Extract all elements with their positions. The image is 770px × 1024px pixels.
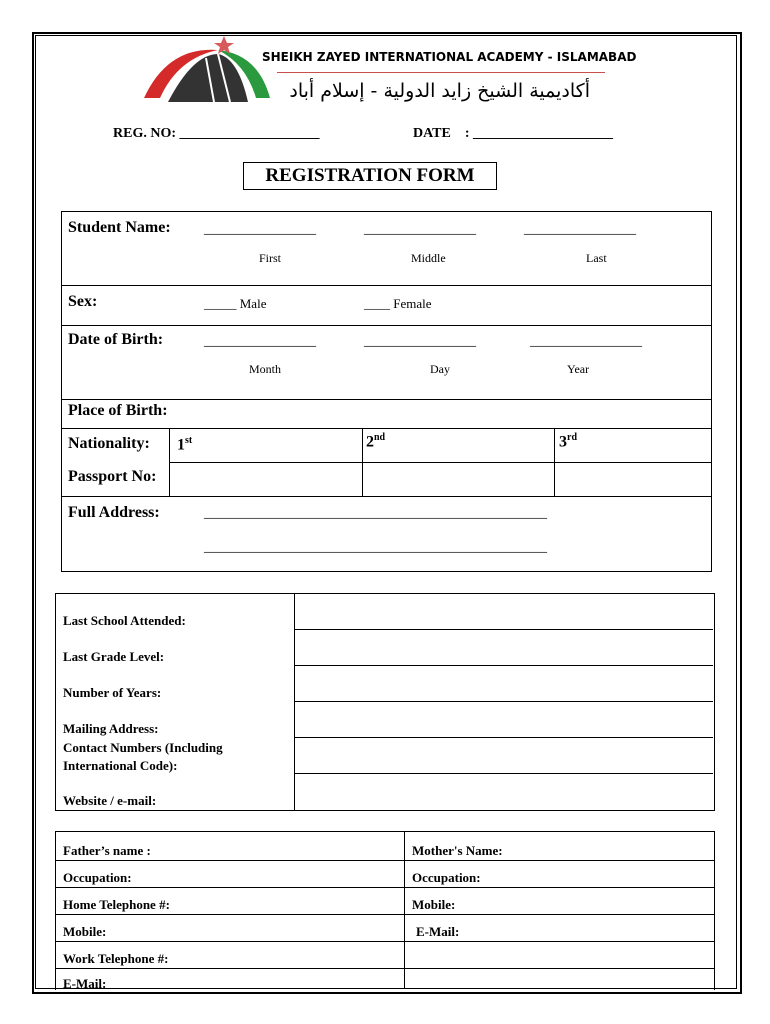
contact-numbers-label-2: International Code): <box>63 758 178 773</box>
work-telephone-label: Work Telephone #: <box>63 951 169 966</box>
mailing-address-label: Mailing Address: <box>63 721 159 736</box>
divider <box>55 941 714 942</box>
divider <box>169 428 170 496</box>
mother-email-label: E-Mail: <box>416 924 460 939</box>
divider <box>55 860 714 861</box>
school-logo <box>138 36 274 106</box>
father-occupation-label: Occupation: <box>63 870 132 885</box>
day-caption: Day <box>430 362 450 376</box>
contact-numbers-label: Contact Numbers (Including <box>63 740 223 755</box>
mother-name-label: Mother's Name: <box>412 843 503 858</box>
divider <box>294 773 713 774</box>
first-caption: First <box>259 251 282 265</box>
dob-label: Date of Birth: <box>68 331 164 348</box>
nationality-1[interactable]: 1st <box>177 435 193 454</box>
dob-day-input[interactable]: ________________ <box>364 334 476 349</box>
divider <box>55 887 714 888</box>
divider <box>55 914 714 915</box>
divider <box>61 428 711 429</box>
last-school-label: Last School Attended: <box>63 613 186 628</box>
nationality-2[interactable]: 2nd <box>366 432 386 451</box>
male-option[interactable]: _____ Male <box>204 296 267 311</box>
middle-caption: Middle <box>411 251 446 265</box>
mother-mobile-label: Mobile: <box>412 897 456 912</box>
school-name-arabic: أكاديمية الشيخ زايد الدولية - إسلام أباد <box>289 80 590 102</box>
header-divider <box>277 72 605 73</box>
divider <box>404 831 405 989</box>
divider <box>294 701 713 702</box>
place-of-birth-label: Place of Birth: <box>68 402 168 419</box>
father-name-label: Father’s name : <box>63 843 151 858</box>
divider <box>61 399 711 400</box>
father-mobile-label: Mobile: <box>63 924 107 939</box>
nationality-label: Nationality: <box>68 435 150 452</box>
address-line-1[interactable]: _________________________________________________ <box>204 506 547 521</box>
date-field[interactable]: DATE : ____________________ <box>413 126 614 141</box>
last-name-input[interactable]: ________________ <box>524 222 636 237</box>
dob-month-input[interactable]: ________________ <box>204 334 316 349</box>
divider <box>169 462 711 463</box>
divider <box>55 968 714 969</box>
month-caption: Month <box>249 362 282 376</box>
mother-occupation-label: Occupation: <box>412 870 481 885</box>
divider <box>294 665 713 666</box>
form-title: REGISTRATION FORM <box>243 162 497 190</box>
dob-year-input[interactable]: ________________ <box>530 334 642 349</box>
address-line-2[interactable]: _________________________________________________ <box>204 540 547 555</box>
first-name-input[interactable]: ________________ <box>204 222 316 237</box>
female-option[interactable]: ____ Female <box>364 296 432 311</box>
reg-no-field[interactable]: REG. NO: ____________________ <box>113 126 320 141</box>
divider <box>61 496 711 497</box>
last-caption: Last <box>586 251 607 265</box>
divider <box>61 285 711 286</box>
home-telephone-label: Home Telephone #: <box>63 897 170 912</box>
divider <box>61 325 711 326</box>
passport-label: Passport No: <box>68 468 157 485</box>
nationality-3[interactable]: 3rd <box>559 432 577 451</box>
years-label: Number of Years: <box>63 685 162 700</box>
website-label: Website / e-mail: <box>63 793 157 808</box>
year-caption: Year <box>567 362 590 376</box>
last-grade-label: Last Grade Level: <box>63 649 165 664</box>
divider <box>554 428 555 496</box>
divider <box>362 428 363 496</box>
school-name-english: SHEIKH ZAYED INTERNATIONAL ACADEMY - ISLAMABAD <box>262 50 637 64</box>
father-email-label: E-Mail: <box>63 976 107 991</box>
divider <box>294 737 713 738</box>
middle-name-input[interactable]: ________________ <box>364 222 476 237</box>
student-name-label: Student Name: <box>68 219 171 236</box>
divider <box>294 629 713 630</box>
address-label: Full Address: <box>68 504 160 521</box>
sex-label: Sex: <box>68 293 98 310</box>
